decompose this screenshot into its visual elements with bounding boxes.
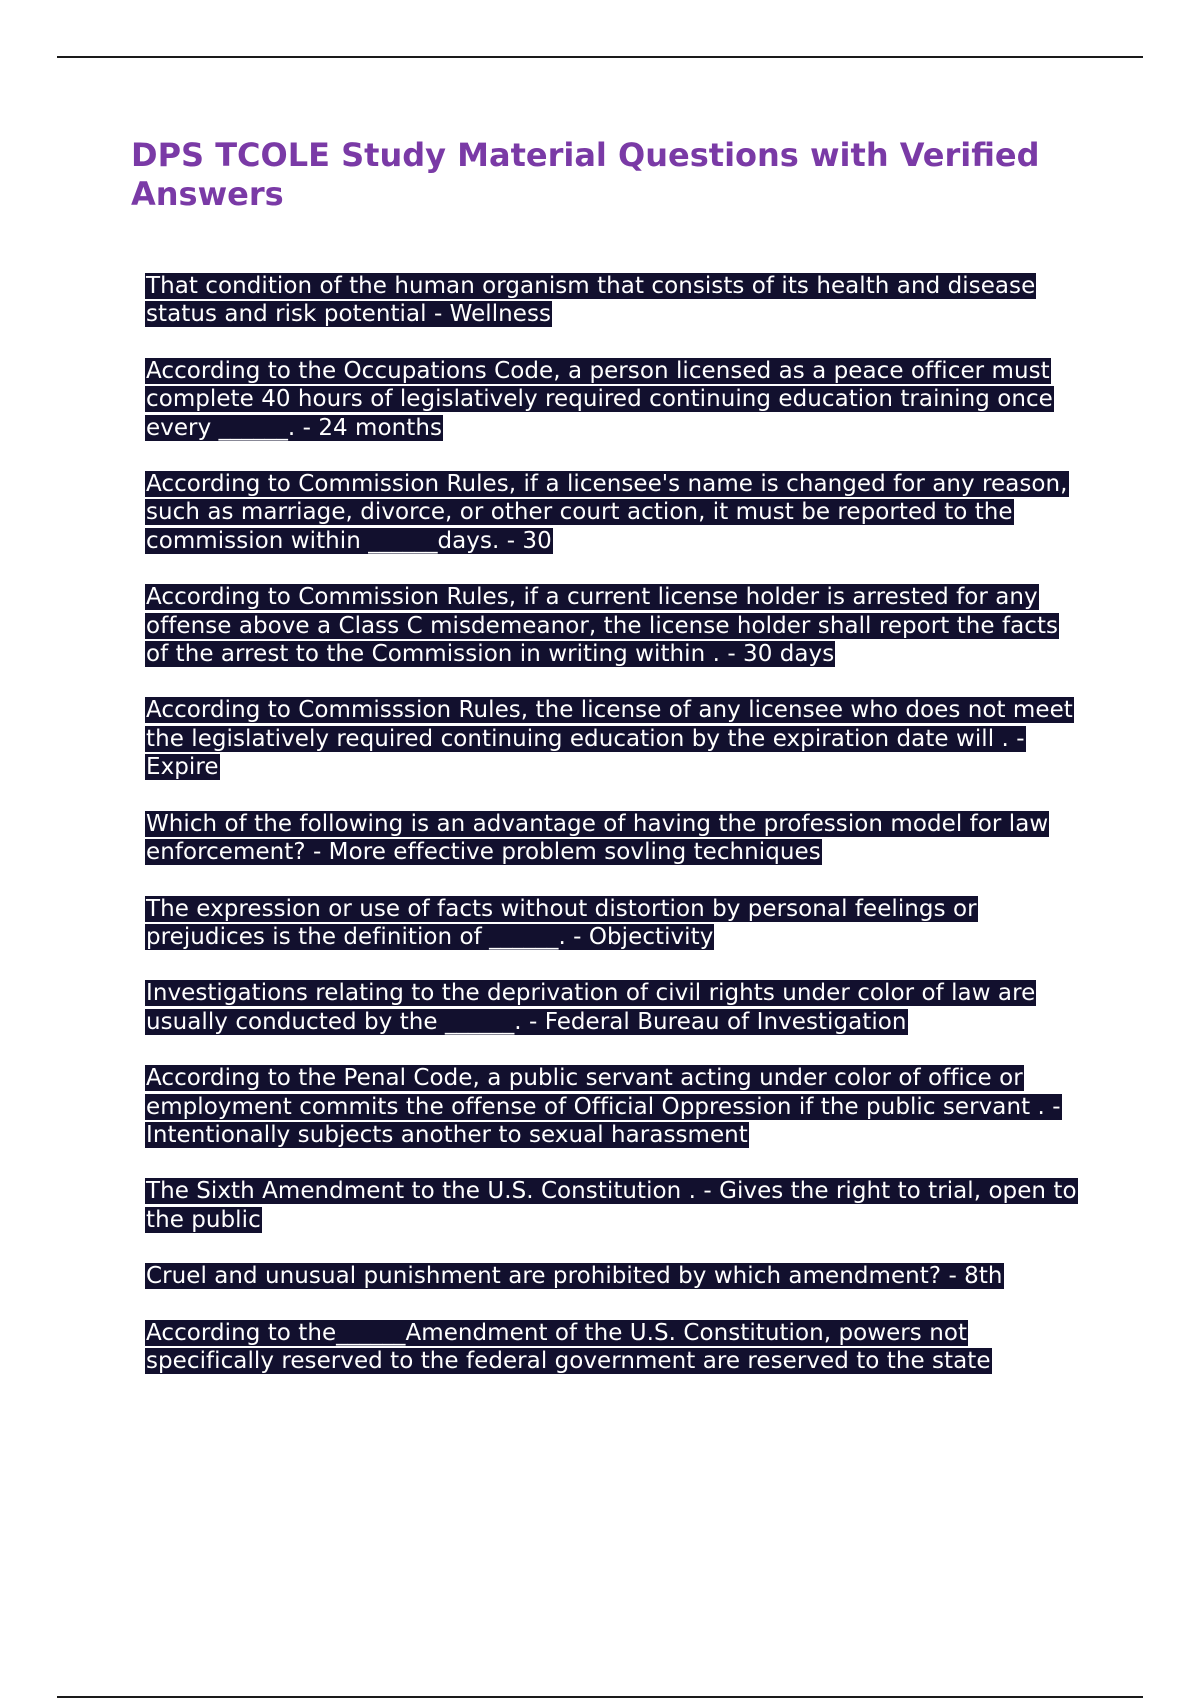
qa-text: According to Commisssion Rules, the license of any licensee who does not meet the legislatively required continuing education by the expiration date will . - Expire (146, 697, 1073, 781)
qa-text: The expression or use of facts without distortion by personal feelings or prejudices is the definition of ______. - Objectivity (146, 895, 977, 950)
qa-text: According to the______Amendment of the U.S. Constitution, powers not specifically reserved to the federal government are reserved to the state (146, 1319, 991, 1374)
qa-text: According to Commission Rules, if a current license holder is arrested for any offense above a Class C misdemeanor, the license holder shall report the facts of the arrest to the Commission in writing within . - 30 days (146, 584, 1059, 668)
qa-item-5 (145, 696, 1085, 781)
qa-text: The Sixth Amendment to the U.S. Constitution . - Gives the right to trial, open to the public (146, 1178, 1077, 1233)
qa-item-6 (145, 810, 1085, 867)
qa-item-12 (145, 1319, 1085, 1376)
qa-text: According to the Penal Code, a public servant acting under color of office or employment commits the offense of Official Oppression if the public servant . - Intentionally subjects another to sexual harassment (146, 1065, 1061, 1148)
qa-text: According to Commission Rules, if a licensee's name is changed for any reason, such as marriage, divorce, or other court action, it must be reported to the commission within ______days. - 30 (146, 471, 1068, 554)
qa-item-10 (145, 1177, 1085, 1234)
qa-text: Investigations relating to the deprivation of civil rights under color of law are usually conducted by the ______. - Federal Bureau of Investigation (146, 980, 1036, 1035)
qa-item-1 (145, 272, 1085, 329)
qa-item-7 (145, 895, 1085, 952)
qa-item-4 (145, 583, 1085, 668)
qa-list (145, 272, 1085, 1403)
bottom-rule (57, 1696, 1143, 1698)
qa-text: Which of the following is an advantage of having the profession model for law enforcement? - More effective problem sovling techniques (146, 810, 1049, 866)
qa-item-8 (145, 979, 1085, 1036)
qa-item-11 (145, 1262, 1085, 1290)
qa-text: Cruel and unusual punishment are prohibited by which amendment? - 8th (146, 1263, 1003, 1290)
qa-text: That condition of the human organism that consists of its health and disease status and risk potential - Wellness (146, 273, 1036, 328)
document-title: DPS TCOLE Study Material Questions with Verified Answers (131, 136, 1040, 213)
qa-item-3 (145, 470, 1085, 555)
qa-item-2 (145, 357, 1085, 442)
qa-item-9 (145, 1064, 1085, 1149)
qa-text: According to the Occupations Code, a person licensed as a peace officer must complete 40 hours of legislatively required continuing education training once every ______. - 24 months (146, 357, 1053, 441)
top-rule (57, 56, 1143, 58)
